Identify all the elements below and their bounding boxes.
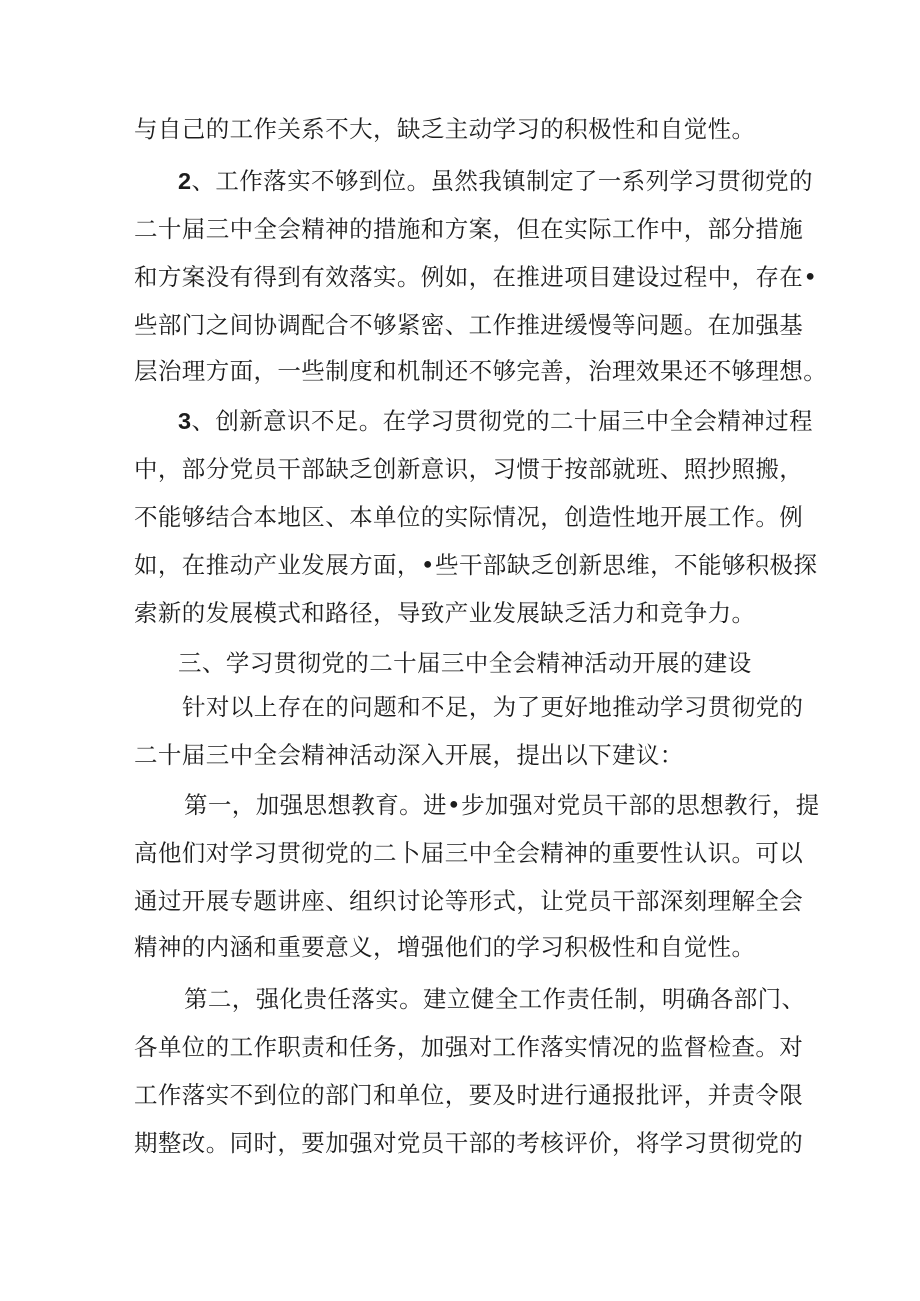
text-line: 第二，强化贵任落实。建立健全工作责任制，明确各部门、 (184, 985, 806, 1013)
text-line: 层治理方面，一些制度和机制还不够完善，治理效果还不够理想。 (134, 357, 828, 385)
text-line: 与自己的工作关系不大，缺乏主动学习的积极性和自觉性。 (134, 115, 756, 143)
text-line: 期整改。同时，要加强对党员干部的考核评价，将学习贯彻党的 (134, 1129, 804, 1157)
text-line: 2、工作落实不够到位。虽然我镇制定了一系列学习贯彻党的 (178, 167, 813, 195)
text-line: 中，部分党员干部缺乏创新意识，习惯于按部就班、照抄照搬， (134, 455, 804, 483)
text-line: 精神的内涵和重要意义，增强他们的学习积极性和自觉性。 (134, 933, 756, 961)
text-line: 高他们对学习贯彻党的二卜届三中全会精神的重要性认识。可以 (134, 839, 804, 867)
section-heading: 三、学习贯彻党的二十届三中全会精神活动开展的建设 (178, 649, 752, 677)
text-line: 不能够结合本地区、本单位的实际情况，创造性地开展工作。例 (134, 503, 804, 531)
text-line: 工作落实不到位的部门和单位，要及时进行通报批评，并责令限 (134, 1081, 804, 1109)
text-line: 索新的发展模式和路径，导致产业发展缺乏活力和竞争力。 (134, 599, 756, 627)
text-line: 二十届三中全会精神活动深入开展，提出以下建议： (134, 741, 684, 769)
text-line: 针对以上存在的问题和不足，为了更好地推动学习贯彻党的 (182, 693, 804, 721)
text-line: 和方案没有得到有效落实。例如，在推进项目建设过程中，存在• (134, 263, 818, 291)
paragraph-number: 2 (178, 168, 192, 194)
text-line: 如，在推动产业发展方面，•些干部缺乏创新思维，不能够积极探 (134, 551, 818, 579)
text-line: 第一，加强思想教育。进•步加强对党员干部的思想教行，提 (184, 791, 820, 819)
text-line: 3、创新意识不足。在学习贯彻党的二十届三中全会精神过程 (178, 407, 813, 435)
text-line: 各单位的工作职责和任务，加强对工作落实情况的监督检查。对 (134, 1033, 804, 1061)
text-line: 二十届三中全会精神的措施和方案，但在实际工作中，部分措施 (134, 215, 804, 243)
text-line: 通过开展专题讲座、组织讨论等形式，让党员干部深刻理解全会 (134, 887, 804, 915)
text-line: 些部门之间协调配合不够紧密、工作推进缓慢等问题。在加强基 (134, 311, 804, 339)
paragraph-number: 3 (178, 408, 192, 434)
